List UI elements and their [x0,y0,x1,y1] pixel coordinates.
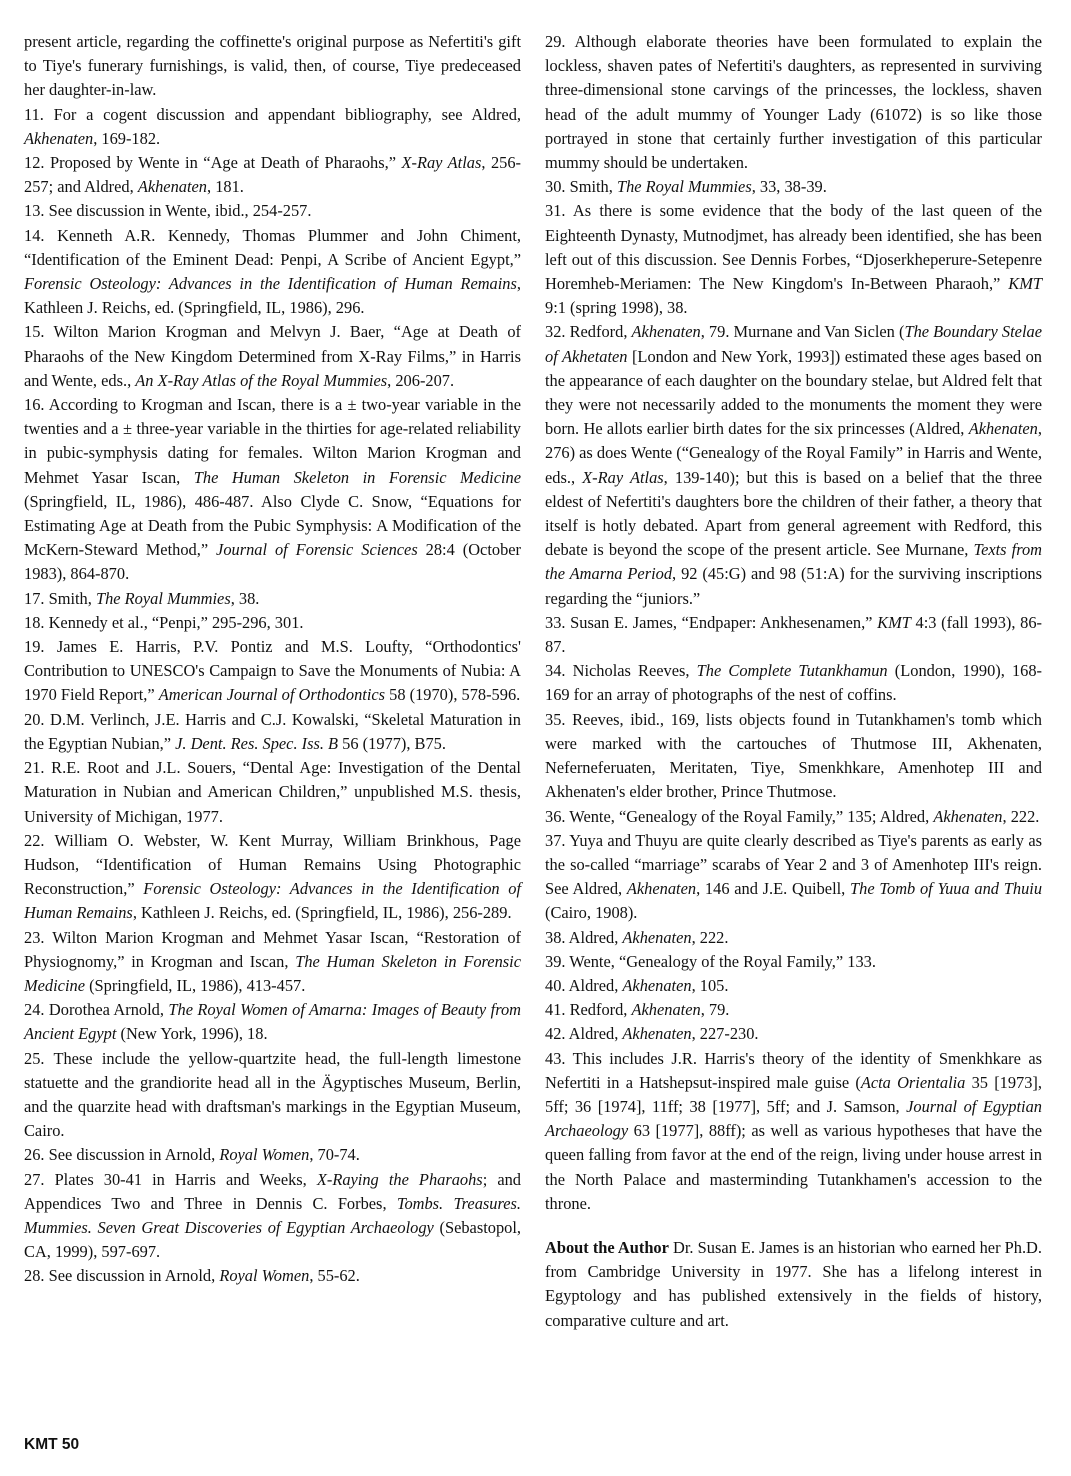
endnote: 11. For a cogent discussion and appendant bibliography, see Aldred, Akhenaten, 169-182. [24,104,521,148]
endnote: 33. Susan E. James, “Endpaper: Ankhesenamen,” KMT 4:3 (fall 1993), 86-87. [545,612,1042,657]
about-heading: About the Author [545,1237,669,1257]
endnote: 30. Smith, The Royal Mummies, 33, 38-39. [545,177,827,197]
endnote: 18. Kennedy et al., “Penpi,” 295-296, 301. [24,612,304,632]
about-the-author [545,1236,1042,1333]
endnote: 12. Proposed by Wente in “Age at Death of Pharaohs,” X-Ray Atlas, 256-257; and Aldred, Akhenaten, 181. [24,153,521,197]
endnote: 37. Yuya and Thuyu are quite clearly described as Tiye's parents as early as the so-called “marriage” scarabs of Year 2 and 3 of Amenhotep III's reign. See Aldred, Akhenaten, 146 and J.E. Quibell, The Tomb of Yuua and Thuiu (Cairo, 1908). [545,830,1043,923]
endnote: 16. According to Krogman and Iscan, there is a ± two-year variable in the twenties and a ± three-year variable in the thirties for age-related reliability in pubic-symphysis dating for females. Wilton Marion Krogman and Mehmet Yasar Iscan, The Human Skeleton in Forensic Medicine (Springfield, IL, 1986), 486-487. Also Clyde C. Snow, “Equations for Estimating Age at Death from the Pubic Symphysis: A Modification of the McKern-Steward Method,” Journal of Forensic Sciences 28:4 (October 1983), 864-870. [24,395,522,584]
endnote: 39. Wente, “Genealogy of the Royal Family,” 133. [545,951,876,971]
endnote: 25. These include the yellow-quartzite head, the full-length limestone statuette and the grandiorite head all in the Ägyptisches Museum, Berlin, and the quarzite head with draftsman's markings in the Egyptian Museum, Cairo. [24,1048,521,1141]
endnote: 20. D.M. Verlinch, J.E. Harris and C.J. Kowalski, “Skeletal Maturation in the Egyptian Nubian,” J. Dent. Res. Spec. Iss. B 56 (1977), B75. [24,709,521,753]
endnote: 40. Aldred, Akhenaten, 105. [545,975,729,995]
endnote: 31. As there is some evidence that the body of the last queen of the Eighteenth Dynasty, Mutnodjmet, has already been identified, she has been left out of this discussion. See Dennis Forbes, “Djoserkheperure-Setepenre Horemheb-Meriamen: The New Kingdom's In-Between Pharaoh,” KMT 9:1 (spring 1998), 38. [545,201,1042,318]
endnote: 29. Although elaborate theories have been formulated to explain the lockless, shaven pates of Nefertiti's daughters, as represented in surviving three-dimensional stone carvings of the princesses, the lockless, shaven head of the adult mummy of Younger Lady (61072) is so like those portrayed in stone that certainly further investigation of this particular mummy should be undertaken. [545,32,1042,173]
endnote: 17. Smith, The Royal Mummies, 38. [24,588,260,608]
endnote: 26. See discussion in Arnold, Royal Women, 70-74. [24,1145,360,1165]
endnote: 38. Aldred, Akhenaten, 222. [545,927,729,947]
endnote: 24. Dorothea Arnold, The Royal Women of Amarna: Images of Beauty from Ancient Egypt (New York, 1996), 18. [24,1000,521,1044]
endnote: 28. See discussion in Arnold, Royal Women, 55-62. [24,1266,360,1286]
endnote: 43. This includes J.R. Harris's theory of the identity of Smenkhkare as Nefertiti in a Hatshepsut-inspired male guise (Acta Orientalia 35 [1973], 5ff; 36 [1974], 11ff; 38 [1977], 5ff; and J. Samson, Journal of Egyptian Archaeology 63 [1977], 88ff); as well as various hypotheses that have the queen falling from favor at the end of the reign, living under house arrest in the North Palace and masterminding Tutankhamen's accession to the throne. [545,1048,1042,1213]
endnote: 21. R.E. Root and J.L. Souers, “Dental Age: Investigation of the Dental Maturation in Nubian and American Children,” unpublished M.S. thesis, University of Michigan, 1977. [24,758,521,826]
endnote: 14. Kenneth A.R. Kennedy, Thomas Plummer and John Chiment, “Identification of the Eminent Dead: Penpi, A Scribe of Ancient Egypt,” Forensic Osteology: Advances in the Identification of Human Remains, Kathleen J. Reichs, ed. (Springfield, IL, 1986), 296. [24,225,521,318]
endnote: 22. William O. Webster, W. Kent Murray, William Brinkhous, Page Hudson, “Identification of Human Remains Using Photographic Reconstruction,” Forensic Osteology: Advances in the Identification of Human Remains, Kathleen J. Reichs, ed. (Springfield, IL, 1986), 256-289. [24,830,521,923]
endnote: 32. Redford, Akhenaten, 79. Murnane and Van Siclen (The Boundary Stelae of Akhetaten [London and New York, 1993]) estimated these ages based on the appearance of each daughter on the boundary stelae, but Aldred felt that they were not necessarily added to the monuments the moment they were born. He allots earlier birth dates for the six princesses (Aldred, Akhenaten, 276) as does Wente (“Genealogy of the Royal Family” in Harris and Wente, eds., X-Ray Atlas, 139-140); but this is based on a belief that the three eldest of Nefertiti's daughters bore the children of their father, a theory that itself is hotly debated. Apart from general agreement with Redford, this debate is beyond the scope of the present article. See Murnane, Texts from the Amarna Period, 92 (45:G) and 98 (51:A) for the surviving inscriptions regarding the “juniors.” [545,322,1043,608]
right-column [545,30,1042,1333]
endnote: 13. See discussion in Wente, ibid., 254-257. [24,201,312,221]
endnote: 19. James E. Harris, P.V. Pontiz and M.S. Loufty, “Orthodontics' Contribution to UNESCO's Campaign to Save the Monuments of Nubia: A 1970 Field Report,” American Journal of Orthodontics 58 (1970), 578-596. [24,637,521,705]
endnote: 23. Wilton Marion Krogman and Mehmet Yasar Iscan, “Restoration of Physiognomy,” in Krogman and Iscan, The Human Skeleton in Forensic Medicine (Springfield, IL, 1986), 413-457. [24,927,521,995]
endnote: 27. Plates 30-41 in Harris and Weeks, X-Raying the Pharaohs; and Appendices Two and Three in Dennis C. Forbes, Tombs. Treasures. Mummies. Seven Great Discoveries of Egyptian Archaeology (Sebastopol, CA, 1999), 597-697. [24,1169,522,1262]
page-footer: KMT 50 [24,1436,80,1453]
endnote: 35. Reeves, ibid., 169, lists objects found in Tutankhamen's tomb which were marked with the cartouches of Thutmose III, Akhenaten, Neferneferuaten, Meritaten, Tiye, Smenkhkare, Amenhotep III and Akhenaten's elder brother, Prince Thutmose. [545,709,1042,802]
about-text: Dr. Susan E. James is an historian who earned her Ph.D. from Cambridge University in 1977. She has a lifelong interest in Egyptology and has published extensively in the fields of history, comparative culture and art. [545,1237,1042,1330]
endnote: present article, regarding the coffinette's original purpose as Nefertiti's gift to Tiye's funerary furnishings, is valid, then, of course, Tiye predeceased her daughter-in-law. [24,32,521,100]
left-column [24,30,521,1289]
endnote: 15. Wilton Marion Krogman and Melvyn J. Baer, “Age at Death of Pharaohs of the New Kingdom Determined from X-Ray Films,” in Harris and Wente, eds., An X-Ray Atlas of the Royal Mummies, 206-207. [24,322,521,390]
endnote: 41. Redford, Akhenaten, 79. [545,1000,730,1020]
endnote: 36. Wente, “Genealogy of the Royal Family,” 135; Aldred, Akhenaten, 222. [545,806,1040,826]
endnote: 34. Nicholas Reeves, The Complete Tutankhamun (London, 1990), 168-169 for an array of photographs of the nest of coffins. [545,661,1043,705]
right-notes [545,30,1042,1216]
endnote: 42. Aldred, Akhenaten, 227-230. [545,1024,759,1044]
